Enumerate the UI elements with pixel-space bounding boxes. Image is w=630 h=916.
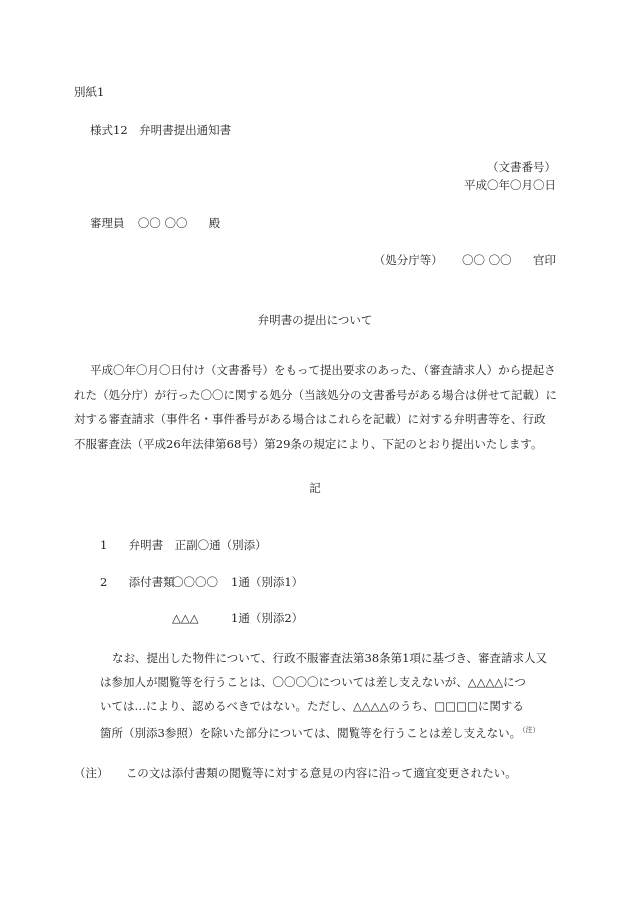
addressee-label: 審理員 <box>90 216 125 230</box>
document-date: 平成〇年〇月〇日 <box>464 178 556 192</box>
item-label: 弁明書 正副〇通（別添） <box>128 538 267 552</box>
note-line <box>100 718 547 745</box>
attached-doc-row <box>172 613 199 625</box>
sender-seal: 官印 <box>533 253 556 267</box>
body-line: 対する審査請求（事件名・事件番号がある場合はこれらを記載）に対する弁明書等を、行政 <box>74 412 546 426</box>
footnote-marker: （注） <box>74 766 109 780</box>
footnote-text: この文は添付書類の閲覧等に対する意見の内容に沿って適宜変更されたい。 <box>125 766 517 780</box>
note-marker: （注） <box>522 726 540 734</box>
body-line: 平成〇年〇月〇日付け（文書番号）をもって提出要求のあった、（審査請求人）から提起さ <box>90 363 556 377</box>
item-number: 1 <box>100 538 108 552</box>
note-line: いては…により、認めるべきではない。ただし、△△△△のうち、□□□□に関する <box>100 699 524 713</box>
addressee-honorific: 殿 <box>208 216 221 230</box>
addressee-name: 〇〇 〇〇 <box>137 216 188 230</box>
item-number: 2 <box>100 575 108 589</box>
body-paragraph <box>74 358 557 456</box>
sender-line <box>374 255 556 267</box>
attached-doc-count: 1通（別添1） <box>231 575 304 589</box>
sender-label: （処分庁等） <box>373 253 443 267</box>
document-number: （文書番号） <box>487 160 556 174</box>
attached-doc-row <box>172 577 218 589</box>
body-line: 不服審査法（平成26年法律第68号）第29条の規定により、下記のとおり提出いたします。 <box>74 436 543 451</box>
item-label: 添付書類 <box>128 575 175 589</box>
attached-doc-name: △△△ <box>172 611 199 625</box>
item-1 <box>100 540 267 552</box>
ki-heading: 記 <box>309 481 321 495</box>
addressee-line <box>90 218 220 230</box>
subject-heading: 弁明書の提出について <box>257 313 373 327</box>
note-paragraph <box>100 646 547 745</box>
form-title: 様式12 弁明書提出通知書 <box>90 123 232 137</box>
sender-name: 〇〇 〇〇 <box>462 253 512 267</box>
note-line: なお、提出した物件について、行政不服審査法第38条第1項に基づき、審査請求人又 <box>112 651 548 665</box>
attachment-label: 別紙1 <box>74 85 105 99</box>
attached-doc-name: 〇〇〇〇 <box>172 575 218 589</box>
attached-doc-count: 1通（別添2） <box>231 611 304 625</box>
note-line-text: 箇所（別添3参照）を除いた部分については、閲覧等を行うことは差し支えない。 <box>100 726 522 740</box>
note-line: は参加人が閲覧等を行うことは、〇〇〇〇については差し支えないが、△△△△につ <box>100 675 526 689</box>
footnote <box>74 768 517 780</box>
body-line: れた（処分庁）が行った〇〇に関する処分（当該処分の文書番号がある場合は併せて記載）に <box>74 387 557 402</box>
item-2 <box>100 577 175 589</box>
